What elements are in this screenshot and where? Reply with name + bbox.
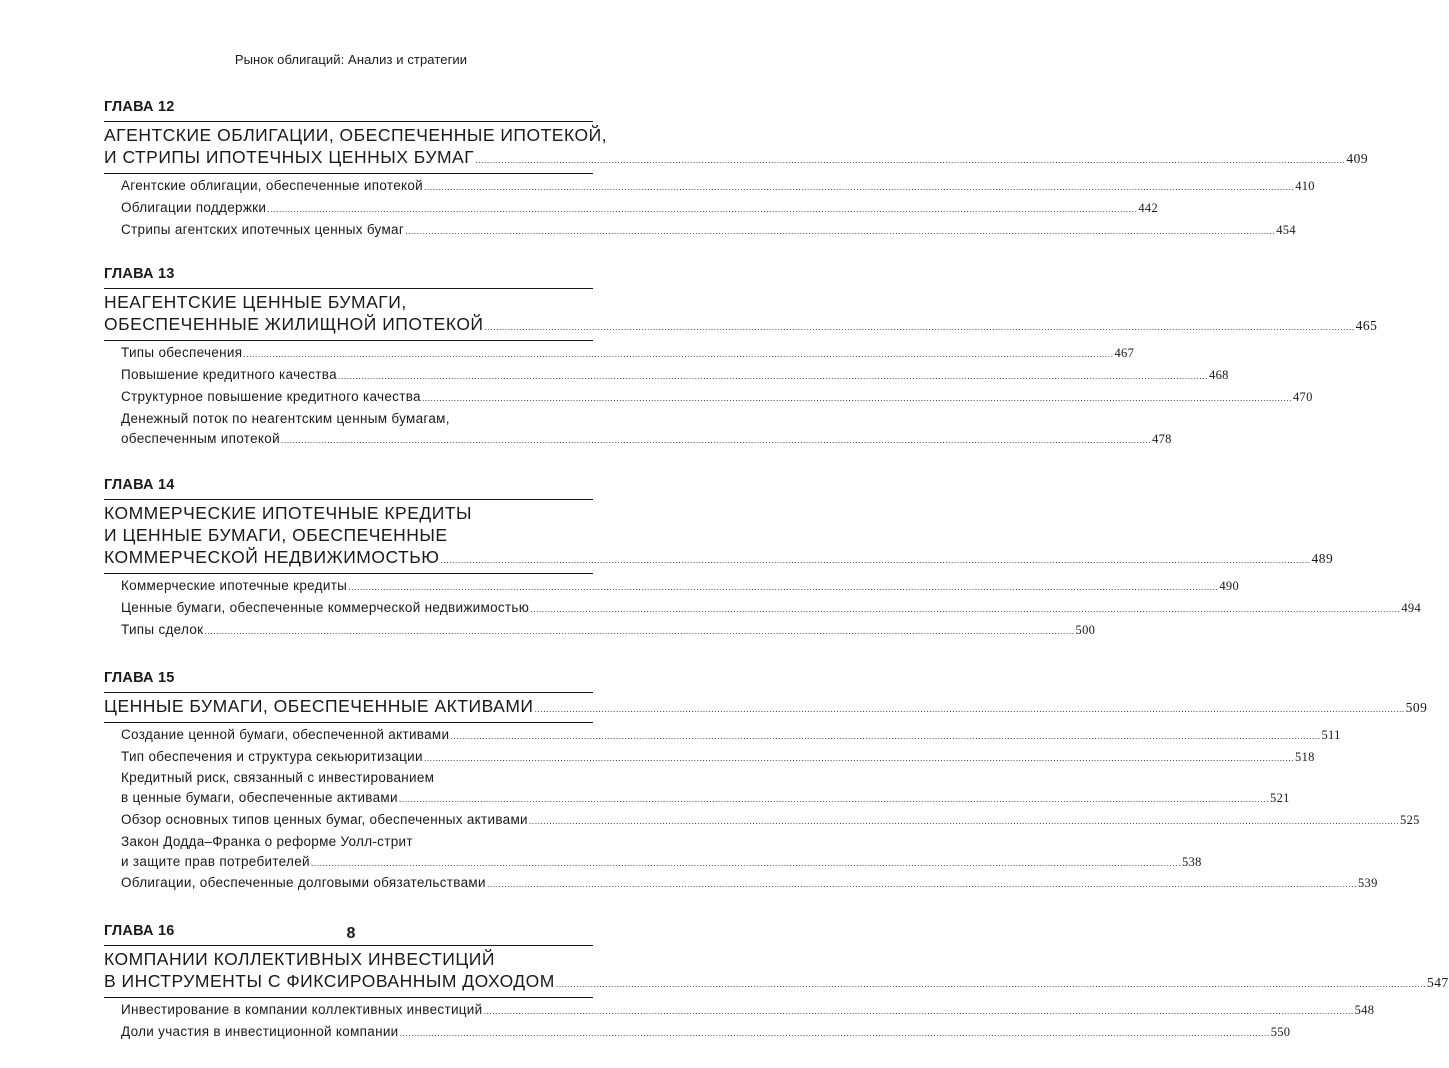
section-entry[interactable] (121, 873, 1378, 895)
chapter-title-line: КОММЕРЧЕСКОЙ НЕДВИЖИМОСТЬЮ (104, 547, 440, 568)
section-title: Стрипы агентских ипотечных ценных бумаг (121, 221, 405, 237)
dot-leader: ............................................................................................................................................................................................................................................................................................................ (440, 555, 1311, 566)
chapter-14 (104, 476, 1422, 641)
section-page-number: 454 (1276, 222, 1296, 237)
section-entry[interactable] (121, 810, 1420, 832)
dot-leader: ............................................................................................................................................................................................................................................................................................................ (280, 434, 1152, 445)
chapter-title-line: ОБЕСПЕЧЕННЫЕ ЖИЛИЩНОЙ ИПОТЕКОЙ (104, 314, 484, 335)
section-title: Инвестирование в компании коллективных инвестиций (121, 1002, 483, 1018)
section-title: Облигации поддержки (121, 199, 267, 215)
section-title: в ценные бумаги, обеспеченные активами (121, 790, 398, 806)
dot-leader: ............................................................................................................................................................................................................................................................................................................ (423, 752, 1295, 763)
section-title: Повышение кредитного качества (121, 367, 337, 383)
section-title: Типы сделок (121, 621, 204, 637)
chapter-title (104, 288, 1378, 341)
table-of-contents (104, 98, 1449, 1068)
chapter-title (104, 499, 1334, 574)
section-entry[interactable] (121, 365, 1229, 387)
section-list (104, 723, 1420, 895)
dot-leader: ............................................................................................................................................................................................................................................................................................................ (337, 371, 1209, 382)
dot-leader: ............................................................................................................................................................................................................................................................................................................ (530, 604, 1401, 615)
chapter-title-entry[interactable] (104, 146, 1369, 171)
section-title: Доли участия в инвестиционной компании (121, 1023, 399, 1039)
dot-leader: ............................................................................................................................................................................................................................................................................................................ (267, 203, 1138, 214)
dot-leader: ............................................................................................................................................................................................................................................................................................................ (528, 815, 1400, 826)
section-title: Структурное повышение кредитного качества (121, 388, 421, 404)
section-title-line: Закон Додда–Франка о реформе Уолл-стрит (121, 833, 413, 849)
section-page-number: 468 (1209, 368, 1229, 383)
section-title: Типы обеспечения (121, 345, 243, 361)
chapter-15 (104, 669, 1428, 895)
section-entry[interactable] (121, 429, 1172, 451)
chapter-label: ГЛАВА 15 (104, 669, 175, 686)
chapter-label: ГЛАВА 13 (104, 266, 175, 283)
section-entry[interactable] (121, 198, 1159, 220)
chapter-title-line: И ЦЕННЫЕ БУМАГИ, ОБЕСПЕЧЕННЫЕ (104, 525, 448, 546)
dot-leader: ............................................................................................................................................................................................................................................................................................................ (405, 225, 1276, 236)
section-page-number: 511 (1321, 727, 1341, 742)
dot-leader: ............................................................................................................................................................................................................................................................................................................ (310, 857, 1181, 868)
chapter-title (104, 692, 1428, 723)
section-page-number: 467 (1114, 346, 1135, 361)
section-title: Ценные бумаги, обеспеченные коммерческой недвижимостью (121, 600, 530, 616)
dot-leader: ............................................................................................................................................................................................................................................................................................................ (243, 349, 1114, 360)
section-list (104, 174, 1315, 241)
chapter-title-line: КОММЕРЧЕСКИЕ ИПОТЕЧНЫЕ КРЕДИТЫ (104, 503, 472, 524)
section-page-number: 478 (1152, 431, 1172, 446)
section-title-line: Кредитный риск, связанный с инвестированием (121, 770, 435, 786)
section-entry[interactable] (121, 725, 1341, 747)
chapter-label: ГЛАВА 14 (104, 477, 175, 494)
section-entry[interactable] (121, 1000, 1375, 1022)
chapter-title-line: НЕАГЕНТСКИЕ ЦЕННЫЕ БУМАГИ, (104, 292, 407, 313)
section-entry[interactable] (121, 1022, 1291, 1044)
dot-leader: ............................................................................................................................................................................................................................................................................................................ (486, 879, 1357, 890)
dot-leader: ............................................................................................................................................................................................................................................................................................................ (399, 1027, 1270, 1038)
chapter-label: ГЛАВА 12 (104, 99, 175, 115)
section-page-number: 518 (1295, 749, 1315, 764)
section-entry[interactable] (121, 176, 1315, 198)
section-title: Облигации, обеспеченные долговыми обязательствами (121, 875, 486, 891)
dot-leader: ............................................................................................................................................................................................................................................................................................................ (398, 794, 1270, 805)
section-page-number: 538 (1182, 854, 1202, 869)
chapter-title-line: АГЕНТСКИЕ ОБЛИГАЦИИ, ОБЕСПЕЧЕННЫЕ ИПОТЕКОЙ, (104, 125, 608, 145)
section-title: Тип обеспечения и структура секьюритизации (121, 748, 423, 764)
dot-leader: ............................................................................................................................................................................................................................................................................................................ (484, 322, 1355, 333)
section-page-number: 550 (1270, 1024, 1291, 1039)
chapter-title-line: И СТРИПЫ ИПОТЕЧНЫХ ЦЕННЫХ БУМАГ (104, 147, 475, 167)
chapter-page-number: 489 (1311, 551, 1334, 567)
chapter-13 (104, 265, 1378, 450)
dot-leader: ............................................................................................................................................................................................................................................................................................................ (534, 703, 1405, 714)
chapter-title-line: В ИНСТРУМЕНТЫ С ФИКСИРОВАННЫМ ДОХОДОМ (104, 971, 555, 992)
section-title: обеспеченным ипотекой (121, 430, 280, 446)
chapter-title-entry[interactable] (104, 313, 1378, 338)
chapter-title (104, 121, 1369, 174)
section-title: Обзор основных типов ценных бумаг, обеспеченных активами (121, 811, 528, 827)
section-page-number: 539 (1357, 876, 1378, 891)
section-page-number: 548 (1354, 1003, 1375, 1018)
dot-leader: ............................................................................................................................................................................................................................................................................................................ (424, 182, 1295, 192)
chapter-page-number: 547 (1427, 975, 1449, 991)
dot-leader: ............................................................................................................................................................................................................................................................................................................ (483, 1006, 1354, 1017)
chapter-page-number: 509 (1405, 699, 1428, 715)
section-title: Коммерческие ипотечные кредиты (121, 578, 348, 594)
section-page-number: 490 (1219, 579, 1239, 594)
section-page-number: 470 (1293, 389, 1313, 404)
section-page-number: 521 (1270, 791, 1290, 806)
section-entry[interactable] (121, 387, 1313, 409)
section-list (104, 998, 1375, 1044)
section-list (104, 574, 1422, 641)
page-number: 8 (346, 925, 356, 942)
section-title: Создание ценной бумаги, обеспеченной активами (121, 726, 450, 742)
dot-leader: ............................................................................................................................................................................................................................................................................................................ (555, 979, 1426, 990)
section-entry[interactable] (121, 788, 1290, 810)
section-page-number: 410 (1295, 179, 1315, 193)
chapter-title-line: КОМПАНИИ КОЛЛЕКТИВНЫХ ИНВЕСТИЦИЙ (104, 949, 495, 970)
section-title-line: Денежный поток по неагентским ценным бумагам, (121, 410, 450, 426)
section-page-number: 500 (1075, 622, 1096, 637)
chapter-title-entry[interactable] (104, 970, 1449, 995)
section-entry[interactable] (121, 620, 1096, 642)
dot-leader: ............................................................................................................................................................................................................................................................................................................ (450, 730, 1321, 741)
chapter-12 (104, 98, 1369, 241)
section-entry[interactable] (121, 852, 1202, 874)
chapter-page-number: 465 (1355, 318, 1378, 334)
section-page-number: 525 (1400, 812, 1420, 827)
dot-leader: ............................................................................................................................................................................................................................................................................................................ (348, 582, 1219, 593)
chapter-title-entry[interactable] (104, 695, 1428, 720)
section-entry[interactable] (121, 343, 1135, 365)
section-title: Агентские облигации, обеспеченные ипотекой (121, 178, 424, 193)
dot-leader: ............................................................................................................................................................................................................................................................................................................ (421, 392, 1292, 403)
chapter-page-number: 409 (1346, 151, 1369, 166)
section-entry[interactable] (121, 576, 1239, 598)
section-entry[interactable] (121, 220, 1296, 242)
dot-leader: ............................................................................................................................................................................................................................................................................................................ (204, 625, 1075, 636)
running-header: Рынок облигаций: Анализ и стратегии (234, 52, 468, 67)
chapter-title-line: ЦЕННЫЕ БУМАГИ, ОБЕСПЕЧЕННЫЕ АКТИВАМИ (104, 695, 534, 716)
section-entry[interactable] (121, 598, 1422, 620)
chapter-label: ГЛАВА 16 (104, 923, 175, 940)
section-page-number: 442 (1138, 200, 1159, 215)
chapter-title (104, 945, 1449, 998)
section-list (104, 341, 1313, 450)
chapter-title-entry[interactable] (104, 546, 1334, 571)
section-entry[interactable] (121, 747, 1315, 769)
section-page-number: 494 (1401, 601, 1422, 616)
dot-leader: ............................................................................................................................................................................................................................................................................................................ (475, 155, 1346, 165)
section-title: и защите прав потребителей (121, 853, 310, 869)
